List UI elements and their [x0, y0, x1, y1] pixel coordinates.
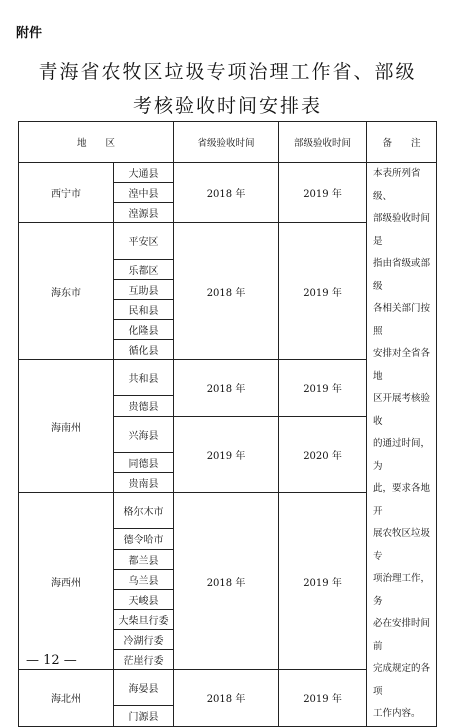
county-cell: 兴海县 [114, 416, 174, 452]
ministry-time-cell: 2019 年 [279, 493, 367, 670]
city-cell: 海南州 [19, 360, 114, 493]
remarks-cell [367, 163, 437, 727]
ministry-time-cell: 2020 年 [279, 416, 367, 493]
county-cell: 循化县 [114, 340, 174, 360]
header-ministry-time: 部级验收时间 [279, 122, 367, 163]
attachment-label: 附件 [16, 26, 43, 41]
county-cell: 湟源县 [114, 203, 174, 223]
county-cell: 湟中县 [114, 183, 174, 203]
remarks-line: 此，要求各地开 [373, 483, 431, 517]
county-cell: 乐都区 [114, 259, 174, 279]
provincial-time-cell: 2018 年 [174, 670, 279, 726]
remarks-line: 展农牧区垃圾专 [373, 528, 431, 562]
header-provincial-time: 省级验收时间 [174, 122, 279, 163]
county-cell: 都兰县 [114, 549, 174, 569]
remarks-line: 区开展考核验收 [373, 393, 431, 427]
remarks-line: 工作内容。 [373, 708, 421, 719]
county-cell: 平安区 [114, 223, 174, 259]
ministry-time-cell: 2019 年 [279, 670, 367, 726]
provincial-time-cell: 2018 年 [174, 493, 279, 670]
document-title-line1: 青海省农牧区垃圾专项治理工作省、部级 [38, 61, 417, 83]
remarks-line: 安排对全省各地 [373, 348, 431, 382]
county-cell: 化隆县 [114, 319, 174, 339]
county-cell: 同德县 [114, 452, 174, 472]
county-cell: 海晏县 [114, 670, 174, 706]
header-region: 地 区 [19, 122, 174, 163]
county-cell: 大柴旦行委 [114, 609, 174, 629]
ministry-time-cell: 2019 年 [279, 223, 367, 360]
remarks-line: 部级验收时间是 [373, 213, 431, 247]
remarks-line: 本表所列省级、 [373, 168, 421, 202]
table-body [19, 163, 437, 727]
city-cell: 海北州 [19, 670, 114, 726]
county-cell: 天峻县 [114, 589, 174, 609]
county-cell: 德令哈市 [114, 529, 174, 549]
header-remarks: 备 注 [367, 122, 437, 163]
county-cell: 格尔木市 [114, 493, 174, 529]
county-cell: 冷湖行委 [114, 629, 174, 649]
remarks-line: 指由省级或部级 [373, 258, 431, 292]
provincial-time-cell: 2018 年 [174, 223, 279, 360]
provincial-time-cell: 2019 年 [174, 416, 279, 493]
county-cell: 大通县 [114, 163, 174, 183]
remarks-line: 各相关部门按照 [373, 303, 431, 337]
remarks-line: 的通过时间，为 [373, 438, 431, 472]
provincial-time-cell: 2018 年 [174, 360, 279, 416]
remarks-line: 必在安排时间前 [373, 618, 431, 652]
provincial-time-cell: 2018 年 [174, 163, 279, 223]
remarks-line: 项治理工作，务 [373, 573, 431, 607]
city-cell: 西宁市 [19, 163, 114, 223]
page-number: — 12 — [26, 653, 77, 668]
county-cell: 民和县 [114, 299, 174, 319]
county-cell: 贵南县 [114, 472, 174, 492]
ministry-time-cell: 2019 年 [279, 360, 367, 416]
table-row [19, 163, 437, 183]
remarks-line: 完成规定的各项 [373, 663, 431, 697]
ministry-time-cell: 2019 年 [279, 163, 367, 223]
county-cell: 贵德县 [114, 396, 174, 416]
county-cell: 互助县 [114, 279, 174, 299]
city-cell: 海西州 [19, 493, 114, 670]
county-cell: 茫崖行委 [114, 649, 174, 669]
county-cell: 乌兰县 [114, 569, 174, 589]
acceptance-schedule-table [18, 121, 437, 727]
county-cell: 共和县 [114, 360, 174, 396]
county-cell: 门源县 [114, 706, 174, 726]
document-title-line2: 考核验收时间安排表 [132, 95, 322, 117]
city-cell: 海东市 [19, 223, 114, 360]
